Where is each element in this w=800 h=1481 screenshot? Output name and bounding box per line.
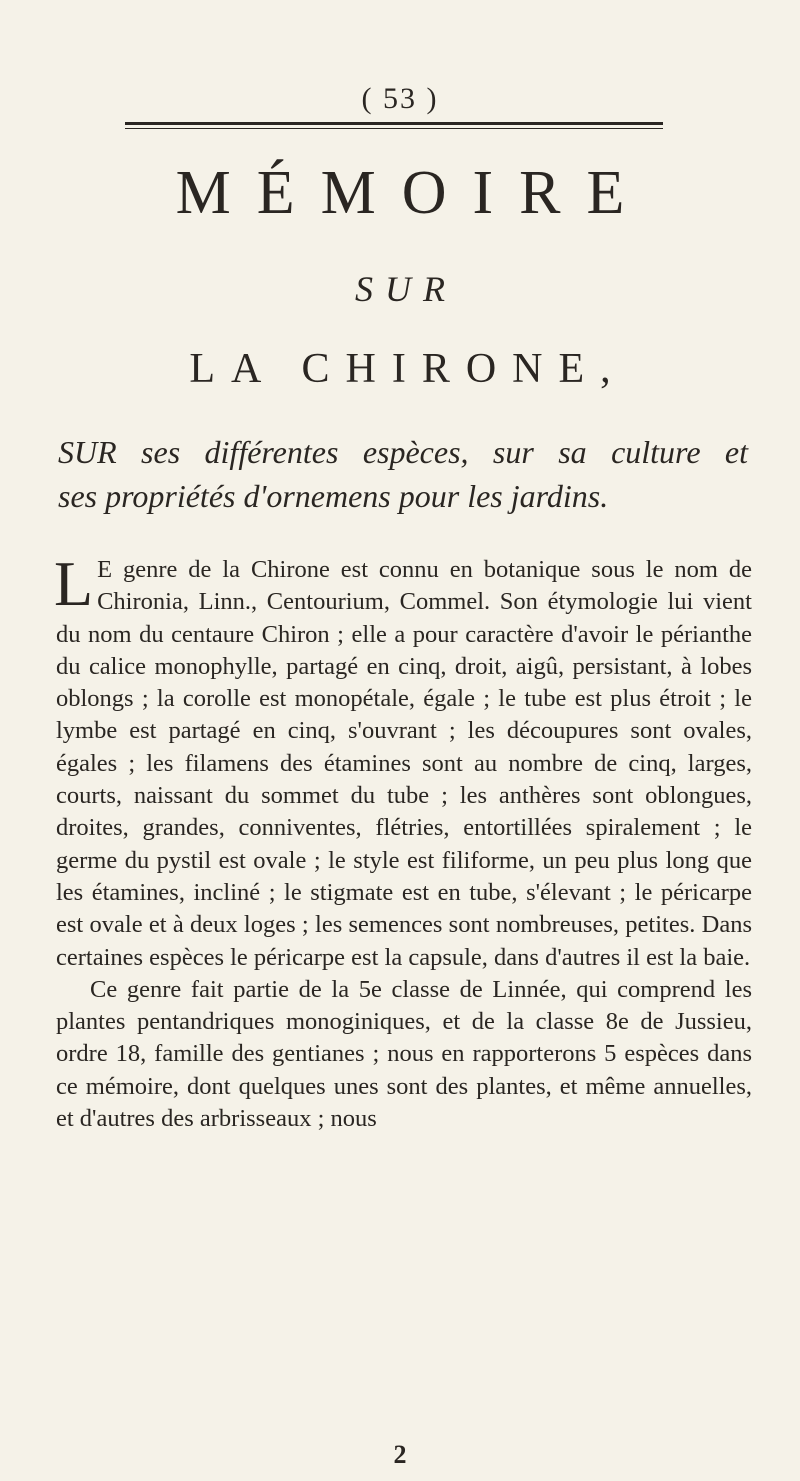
paragraph-2: Ce genre fait partie de la 5e classe de Linnée, qui comprend les plantes pentandriques monoginiques, et de la classe 8e de Jussieu, ordre 18, famille des gentianes ; nous en rapporterons 5 espèces dans ce mémoire, dont quelques unes sont des plantes, et même annuelles, et d'autres des arbrisseaux ; nous: [56, 975, 752, 1133]
paragraph-1: [54, 548, 752, 974]
subtitle-line-1: SUR ses différentes espèces, sur sa culture et: [58, 434, 748, 470]
header-rule-thin: [125, 128, 663, 129]
page-number: ( 53 ): [361, 82, 439, 115]
title-memoire: MÉMOIRE: [175, 159, 651, 227]
body-text: [54, 548, 752, 1135]
title-sur: SUR: [355, 269, 457, 309]
drop-cap: L: [54, 548, 94, 619]
signature-mark: 2: [393, 1440, 407, 1469]
title-subject: LA CHIRONE,: [189, 346, 627, 392]
subtitle: [58, 430, 748, 518]
header-rule-thick: [125, 122, 663, 125]
subtitle-line-2: ses propriétés d'ornemens pour les jardins.: [58, 478, 609, 514]
paragraph-1-text: E genre de la Chirone est connu en botanique sous le nom de Chironia, Linn., Centourium, Commel. Son étymologie lui vient du nom du centaure Chiron ; elle a pour caractère d'avoir le périanthe du calice monophylle, partagé en cinq, droit, aigû, persistant, à lobes oblongs ; la corolle est monopétale, égale ; le tube est plus étroit ; le lymbe est partagé en cinq, s'ouvrant ; les découpures sont ovales, égales ; les filamens des étamines sont au nombre de cinq, larges, courts, naissant du sommet du tube ; les anthères sont oblongues, droites, grandes, conniventes, flétries, entortillées spiralement ; le germe du pystil est ovale ; le style est filiforme, un peu plus long que les étamines, incliné ; le stigmate est en tube, s'élevant ; le péricarpe est ovale et à deux loges ; les semences sont nombreuses, petites. Dans certaines espèces le péricarpe est la capsule, dans d'autres il est la baie.: [56, 556, 752, 971]
